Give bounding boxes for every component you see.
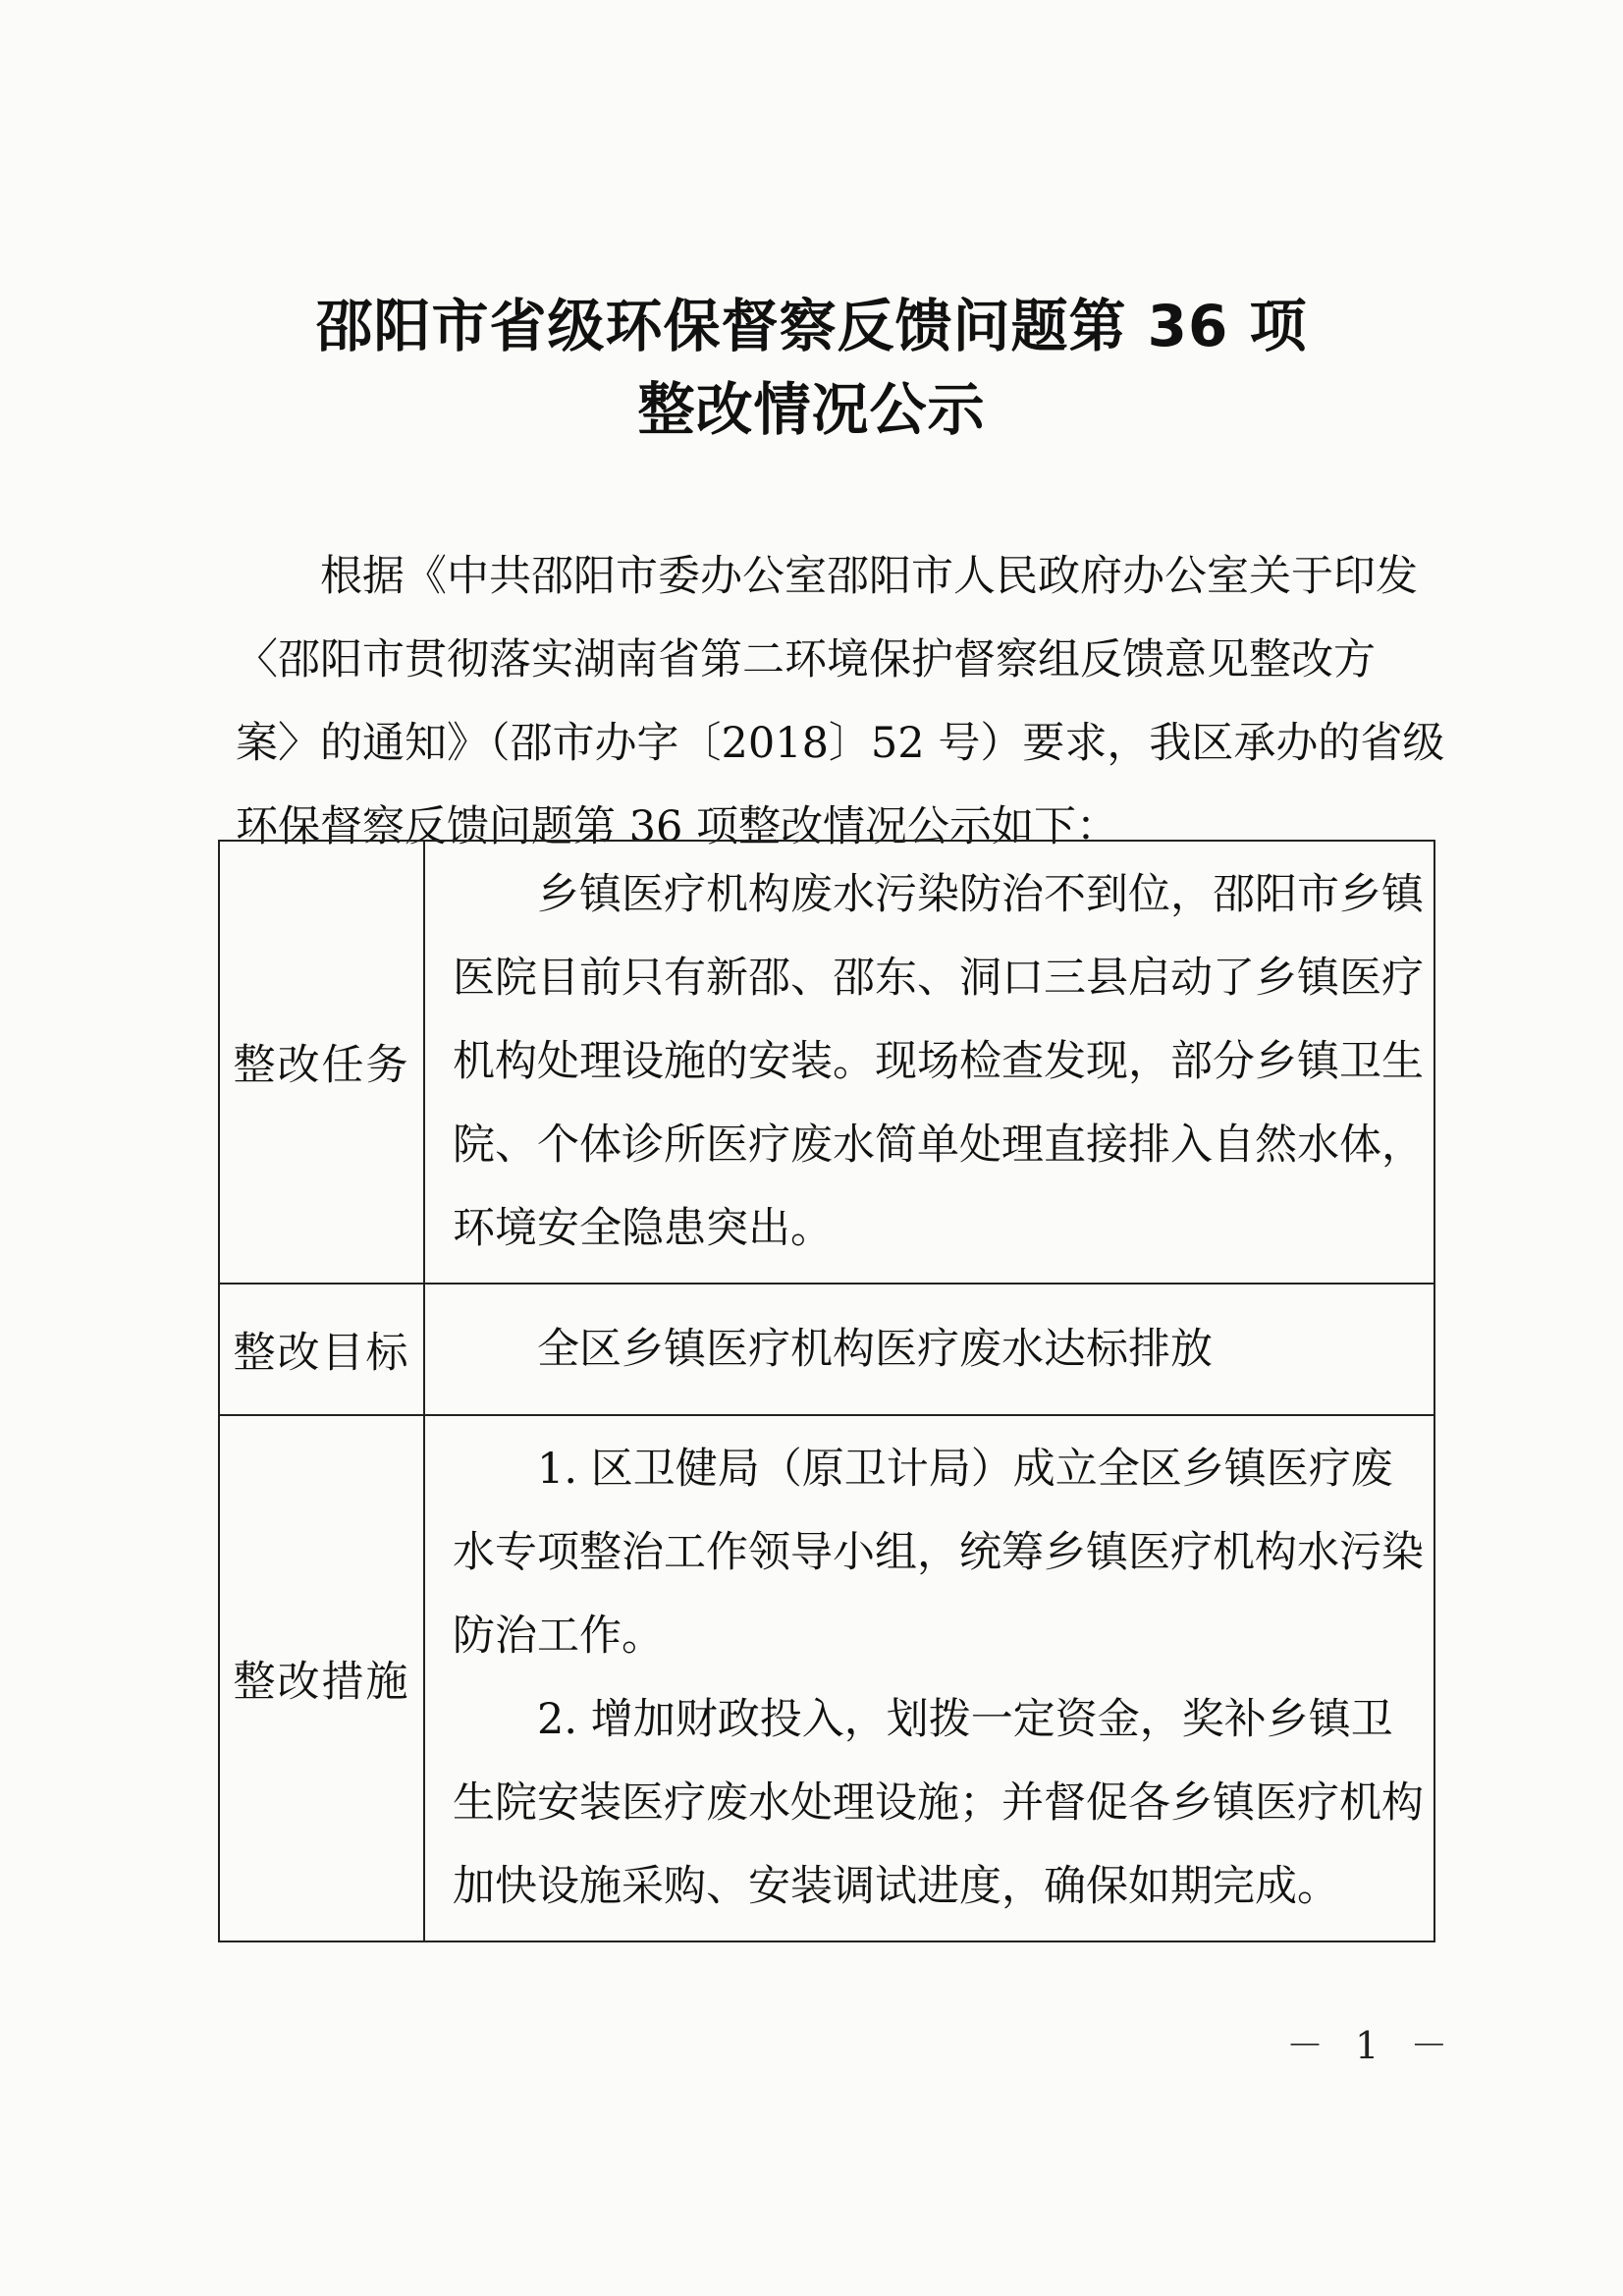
document-title-line-1: 邵阳市省级环保督察反馈问题第 36 项	[315, 293, 1308, 359]
content-line: 防治工作。	[453, 1612, 664, 1661]
content-line: 院、个体诊所医疗废水简单处理直接排入自然水体，	[453, 1121, 1424, 1170]
content-line: 机构处理设施的安装。现场检查发现，部分乡镇卫生	[453, 1037, 1424, 1086]
rectification-table	[218, 840, 1435, 1942]
table-row-task	[219, 841, 1434, 1284]
content-line: 2. 增加财政投入，划拨一定资金，奖补乡镇卫	[537, 1695, 1393, 1744]
intro-line: 〈邵阳市贯彻落实湖南省第二环境保护督察组反馈意见整改方	[236, 635, 1376, 684]
content-line: 生院安装医疗废水处理设施；并督促各乡镇医疗机构	[453, 1778, 1424, 1828]
content-line: 乡镇医疗机构废水污染防治不到位，邵阳市乡镇	[537, 870, 1424, 919]
content-line: 环境安全隐患突出。	[453, 1204, 833, 1253]
content-line: 医院目前只有新邵、邵东、洞口三县启动了乡镇医疗	[453, 954, 1424, 1003]
table-row-measures	[219, 1415, 1434, 1941]
row-content-goal	[424, 1284, 1434, 1415]
intro-line: 案〉的通知》（邵市办字〔2018〕52 号）要求，我区承办的省级	[236, 719, 1445, 768]
content-line: 全区乡镇医疗机构医疗废水达标排放	[537, 1324, 1213, 1374]
content-line: 水专项整治工作领导小组，统筹乡镇医疗机构水污染	[453, 1528, 1424, 1577]
intro-paragraph	[236, 535, 1443, 869]
row-label-measures: 整改措施	[219, 1415, 424, 1941]
document-title-line-2: 整改情况公示	[637, 376, 986, 443]
row-content-task	[424, 841, 1434, 1284]
intro-line: 环保督察反馈问题第 36 项整改情况公示如下：	[236, 802, 1119, 851]
table-row-goal	[219, 1284, 1434, 1415]
page-number: － 1 －	[1286, 2024, 1458, 2067]
row-label-goal: 整改目标	[219, 1284, 424, 1415]
intro-line: 根据《中共邵阳市委办公室邵阳市人民政府办公室关于印发	[320, 552, 1418, 601]
row-label-task: 整改任务	[219, 841, 424, 1284]
content-line: 1. 区卫健局（原卫计局）成立全区乡镇医疗废	[537, 1445, 1393, 1494]
row-content-measures	[424, 1415, 1434, 1941]
content-line: 加快设施采购、安装调试进度，确保如期完成。	[453, 1862, 1339, 1911]
